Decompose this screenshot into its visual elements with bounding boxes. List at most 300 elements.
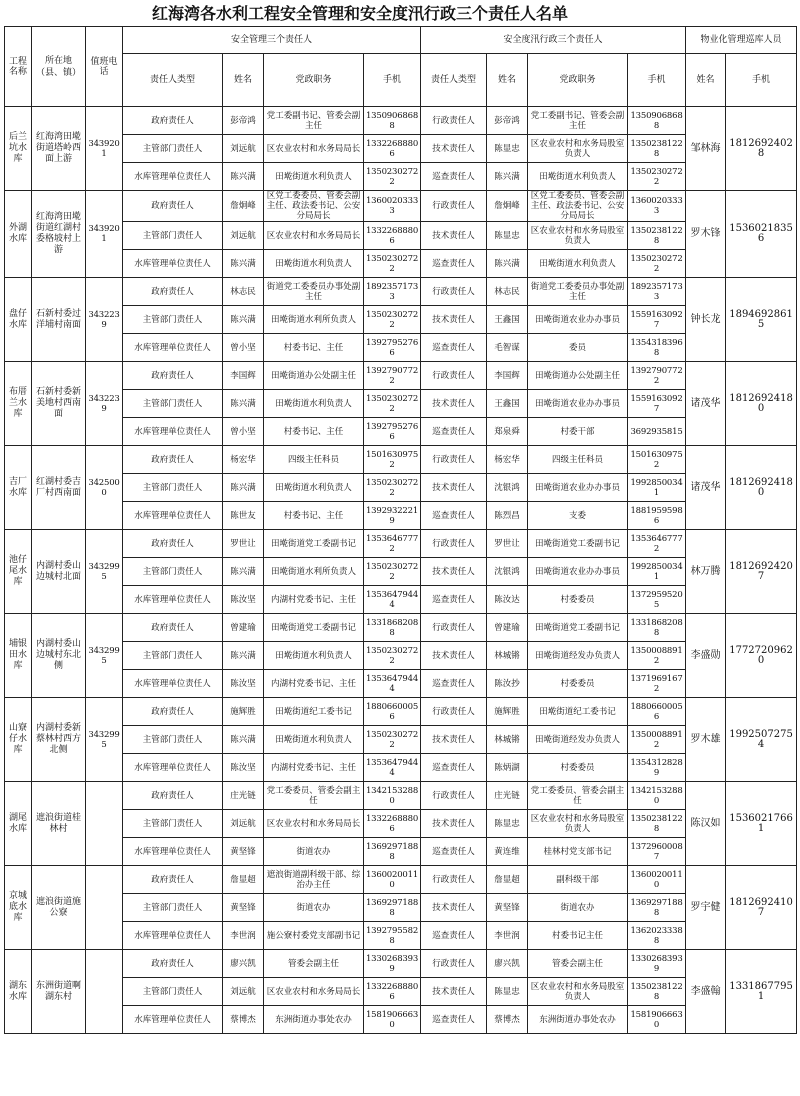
safety-mobile: 13927955828 [364, 922, 421, 950]
flood-resp-type: 行政责任人 [421, 950, 487, 978]
header-duty-phone: 值班电话 [86, 27, 123, 107]
safety-post: 田墘街道党工委副书记 [264, 530, 364, 558]
duty-phone: 3432239 [86, 278, 123, 362]
flood-post: 街道农办 [528, 894, 628, 922]
safety-name: 李国辉 [223, 362, 264, 390]
safety-resp-type: 水库管理单位责任人 [123, 163, 223, 191]
flood-post: 田墘街道水利负责人 [528, 163, 628, 191]
flood-resp-type: 巡查责任人 [421, 838, 487, 866]
flood-mobile: 13729600087 [628, 838, 686, 866]
project-location: 红海湾田墘街道塔岭西面上游 [32, 107, 86, 191]
flood-mobile: 13719691672 [628, 670, 686, 698]
flood-mobile: 13500088912 [628, 726, 686, 754]
project-name: 布厝兰水库 [5, 362, 32, 446]
safety-resp-type: 水库管理单位责任人 [123, 250, 223, 278]
safety-resp-type: 政府责任人 [123, 191, 223, 222]
flood-post: 村委委员 [528, 670, 628, 698]
safety-post: 党工委副书记、管委会副主任 [264, 107, 364, 135]
flood-mobile: 13620233388 [628, 922, 686, 950]
table-row [5, 530, 797, 558]
header-flood-admin: 安全度汛行政三个责任人 [421, 27, 686, 54]
flood-post: 田墘街道办公处副主任 [528, 362, 628, 390]
safety-post: 村委书记、主任 [264, 418, 364, 446]
flood-mobile: 13543183968 [628, 334, 686, 362]
duty-phone [86, 866, 123, 950]
flood-post: 支委 [528, 502, 628, 530]
flood-name: 陈炳湖 [487, 754, 528, 782]
flood-mobile: 13600200110 [628, 866, 686, 894]
flood-mobile: 13502381228 [628, 135, 686, 163]
table-row [5, 135, 797, 163]
safety-resp-type: 政府责任人 [123, 866, 223, 894]
safety-mobile: 13318682088 [364, 614, 421, 642]
flood-name: 詹显超 [487, 866, 528, 894]
project-location: 内湖村委山边城村东北侧 [32, 614, 86, 698]
flood-post: 党工委委员、管委会副主任 [528, 782, 628, 810]
flood-post: 田墘街道农业办办事员 [528, 390, 628, 418]
flood-name: 陈显忠 [487, 222, 528, 250]
flood-mobile: 13318682088 [628, 614, 686, 642]
table-row [5, 782, 797, 810]
caretaker-mobile: 18126924028 [726, 107, 797, 191]
safety-mobile: 13502302722 [364, 390, 421, 418]
safety-name: 詹炯峰 [223, 191, 264, 222]
header-f-type: 责任人类型 [421, 54, 487, 107]
flood-resp-type: 行政责任人 [421, 698, 487, 726]
flood-mobile: 13502302722 [628, 250, 686, 278]
project-location: 红海湾田墘街道红湖村委格坡村上游 [32, 191, 86, 278]
safety-mobile: 13502302722 [364, 306, 421, 334]
project-name: 埔银田水库 [5, 614, 32, 698]
safety-mobile: 13692971888 [364, 838, 421, 866]
safety-post: 内湖村党委书记、主任 [264, 586, 364, 614]
table-row [5, 474, 797, 502]
safety-post: 田墘街道水利负责人 [264, 390, 364, 418]
duty-phone: 3425000 [86, 446, 123, 530]
safety-name: 施辉胜 [223, 698, 264, 726]
safety-post: 内湖村党委书记、主任 [264, 670, 364, 698]
safety-name: 罗世让 [223, 530, 264, 558]
header-project-name: 工程名称 [5, 27, 32, 107]
safety-post: 区农业农村和水务局局长 [264, 978, 364, 1006]
safety-name: 陈兴满 [223, 642, 264, 670]
safety-mobile: 13600203333 [364, 191, 421, 222]
flood-mobile: 13302683939 [628, 950, 686, 978]
header-c-mobile: 手机 [726, 54, 797, 107]
table-row [5, 614, 797, 642]
safety-resp-type: 政府责任人 [123, 698, 223, 726]
caretaker-name: 诸茂华 [686, 362, 726, 446]
flood-name: 陈兴满 [487, 250, 528, 278]
flood-name: 林志民 [487, 278, 528, 306]
flood-mobile: 13729595205 [628, 586, 686, 614]
safety-name: 陈世友 [223, 502, 264, 530]
flood-name: 曾建瑜 [487, 614, 528, 642]
safety-post: 党工委委员、管委会副主任 [264, 782, 364, 810]
flood-resp-type: 技术责任人 [421, 558, 487, 586]
flood-mobile: 13600203333 [628, 191, 686, 222]
table-row [5, 334, 797, 362]
safety-resp-type: 水库管理单位责任人 [123, 502, 223, 530]
flood-resp-type: 行政责任人 [421, 362, 487, 390]
flood-resp-type: 技术责任人 [421, 474, 487, 502]
table-row [5, 163, 797, 191]
header-safety-mgmt: 安全管理三个责任人 [123, 27, 421, 54]
safety-mobile: 13536479444 [364, 754, 421, 782]
document-title-text: 红海湾各水利工程安全管理和安全度汛行政三个责任人名单 [151, 4, 568, 23]
safety-name: 詹显超 [223, 866, 264, 894]
flood-mobile: 13502381228 [628, 222, 686, 250]
project-location: 东洲街道啊湖东村 [32, 950, 86, 1034]
caretaker-name: 诸茂华 [686, 446, 726, 530]
flood-name: 罗世让 [487, 530, 528, 558]
flood-mobile: 18923571733 [628, 278, 686, 306]
header-s-type: 责任人类型 [123, 54, 223, 107]
safety-name: 曾小坚 [223, 334, 264, 362]
duty-phone: 3432239 [86, 362, 123, 446]
flood-resp-type: 技术责任人 [421, 306, 487, 334]
safety-mobile: 18806600056 [364, 698, 421, 726]
table-row [5, 306, 797, 334]
project-location: 石新村委过洋埔村南面 [32, 278, 86, 362]
safety-resp-type: 水库管理单位责任人 [123, 586, 223, 614]
safety-mobile: 13421532880 [364, 782, 421, 810]
safety-post: 管委会副主任 [264, 950, 364, 978]
responsibility-table [4, 26, 797, 1034]
table-row [5, 278, 797, 306]
safety-name: 李世润 [223, 922, 264, 950]
safety-resp-type: 主管部门责任人 [123, 474, 223, 502]
safety-resp-type: 主管部门责任人 [123, 894, 223, 922]
safety-resp-type: 主管部门责任人 [123, 135, 223, 163]
flood-post: 田墘街道经发办负责人 [528, 726, 628, 754]
flood-name: 郑泉舜 [487, 418, 528, 446]
flood-mobile: 13502302722 [628, 163, 686, 191]
caretaker-mobile: 19925072754 [726, 698, 797, 782]
flood-resp-type: 技术责任人 [421, 894, 487, 922]
flood-name: 李世润 [487, 922, 528, 950]
duty-phone [86, 782, 123, 866]
safety-resp-type: 政府责任人 [123, 107, 223, 135]
safety-post: 田墘街道水利负责人 [264, 250, 364, 278]
flood-name: 王鑫国 [487, 390, 528, 418]
table-row [5, 922, 797, 950]
flood-name: 陈显忠 [487, 810, 528, 838]
table-row [5, 810, 797, 838]
safety-post: 施公寮村委党支部副书记 [264, 922, 364, 950]
table-row [5, 222, 797, 250]
flood-post: 副科级干部 [528, 866, 628, 894]
flood-name: 陈汝抄 [487, 670, 528, 698]
flood-name: 杨宏华 [487, 446, 528, 474]
flood-name: 蔡博杰 [487, 1006, 528, 1034]
flood-resp-type: 巡查责任人 [421, 670, 487, 698]
flood-resp-type: 行政责任人 [421, 866, 487, 894]
safety-name: 陈汝坚 [223, 586, 264, 614]
safety-name: 廖兴凯 [223, 950, 264, 978]
project-location: 内湖村委山边城村北面 [32, 530, 86, 614]
safety-mobile: 13692971888 [364, 894, 421, 922]
safety-post: 街道农办 [264, 894, 364, 922]
flood-resp-type: 行政责任人 [421, 530, 487, 558]
safety-name: 黄坚锋 [223, 838, 264, 866]
safety-name: 曾建瑜 [223, 614, 264, 642]
flood-name: 廖兴凯 [487, 950, 528, 978]
header-s-name: 姓名 [223, 54, 264, 107]
flood-post: 田墘街道农业办办事员 [528, 474, 628, 502]
project-location: 红湖村委吉厂村西南面 [32, 446, 86, 530]
flood-resp-type: 技术责任人 [421, 726, 487, 754]
flood-name: 沈银鸿 [487, 558, 528, 586]
header-f-name: 姓名 [487, 54, 528, 107]
project-location: 遮浪街道桂林村 [32, 782, 86, 866]
flood-mobile: 15591630927 [628, 306, 686, 334]
project-name: 吉厂水库 [5, 446, 32, 530]
flood-resp-type: 技术责任人 [421, 642, 487, 670]
safety-post: 田墘街道办公处副主任 [264, 362, 364, 390]
safety-name: 刘远航 [223, 810, 264, 838]
table-row [5, 502, 797, 530]
safety-name: 陈汝坚 [223, 670, 264, 698]
flood-mobile: 18806600056 [628, 698, 686, 726]
flood-post: 区农业农村和水务局股室负责人 [528, 810, 628, 838]
flood-post: 区农业农村和水务局股室负责人 [528, 222, 628, 250]
flood-mobile: 13502381228 [628, 810, 686, 838]
flood-name: 黄连维 [487, 838, 528, 866]
flood-post: 委员 [528, 334, 628, 362]
safety-name: 陈汝坚 [223, 754, 264, 782]
flood-post: 村委委员 [528, 754, 628, 782]
flood-mobile: 13502381228 [628, 978, 686, 1006]
caretaker-mobile: 17727209620 [726, 614, 797, 698]
safety-mobile: 13927907722 [364, 362, 421, 390]
safety-post: 遮浪街道副科级干部、综治办主任 [264, 866, 364, 894]
flood-post: 区农业农村和水务局股室负责人 [528, 978, 628, 1006]
header-s-mobile: 手机 [364, 54, 421, 107]
duty-phone: 3432995 [86, 698, 123, 782]
flood-name: 林城锵 [487, 642, 528, 670]
safety-name: 刘远航 [223, 222, 264, 250]
flood-resp-type: 巡查责任人 [421, 754, 487, 782]
safety-name: 刘远航 [223, 135, 264, 163]
safety-mobile: 13536479444 [364, 586, 421, 614]
safety-mobile: 13502302722 [364, 474, 421, 502]
safety-post: 街道党工委委员办事处副主任 [264, 278, 364, 306]
safety-post: 区农业农村和水务局局长 [264, 222, 364, 250]
safety-post: 区农业农村和水务局局长 [264, 810, 364, 838]
flood-name: 彭帝鸿 [487, 107, 528, 135]
table-row [5, 390, 797, 418]
safety-post: 田墘街道水利负责人 [264, 726, 364, 754]
safety-mobile: 18923571733 [364, 278, 421, 306]
safety-mobile: 13502302722 [364, 726, 421, 754]
safety-resp-type: 水库管理单位责任人 [123, 418, 223, 446]
safety-mobile: 15016309752 [364, 446, 421, 474]
safety-post: 田墘街道纪工委书记 [264, 698, 364, 726]
table-row [5, 250, 797, 278]
project-location: 遮浪街道施公寮 [32, 866, 86, 950]
flood-post: 田墘街道纪工委书记 [528, 698, 628, 726]
safety-mobile: 13322688806 [364, 810, 421, 838]
safety-resp-type: 主管部门责任人 [123, 642, 223, 670]
table-row [5, 418, 797, 446]
caretaker-name: 钟长龙 [686, 278, 726, 362]
safety-name: 陈兴满 [223, 726, 264, 754]
caretaker-name: 罗宇健 [686, 866, 726, 950]
flood-resp-type: 巡查责任人 [421, 1006, 487, 1034]
project-name: 后兰坑水库 [5, 107, 32, 191]
flood-post: 管委会副主任 [528, 950, 628, 978]
header-f-post: 党政职务 [528, 54, 628, 107]
table-row [5, 950, 797, 978]
header-location: 所在地 （县、镇） [32, 27, 86, 107]
caretaker-mobile: 15360218356 [726, 191, 797, 278]
flood-post: 桂林村党支部书记 [528, 838, 628, 866]
flood-post: 村委干部 [528, 418, 628, 446]
table-row [5, 1006, 797, 1034]
safety-mobile: 13322688806 [364, 135, 421, 163]
flood-resp-type: 巡查责任人 [421, 502, 487, 530]
safety-resp-type: 主管部门责任人 [123, 222, 223, 250]
project-name: 池仔尾水库 [5, 530, 32, 614]
project-name: 外湖水库 [5, 191, 32, 278]
flood-mobile: 15591630927 [628, 390, 686, 418]
flood-resp-type: 巡查责任人 [421, 922, 487, 950]
header-s-post: 党政职务 [264, 54, 364, 107]
caretaker-name: 罗木锋 [686, 191, 726, 278]
flood-resp-type: 巡查责任人 [421, 334, 487, 362]
flood-resp-type: 行政责任人 [421, 191, 487, 222]
flood-mobile: 13536467772 [628, 530, 686, 558]
flood-name: 詹炯峰 [487, 191, 528, 222]
safety-resp-type: 主管部门责任人 [123, 726, 223, 754]
caretaker-mobile: 18126924180 [726, 362, 797, 446]
safety-name: 陈兴满 [223, 390, 264, 418]
caretaker-name: 李盛勋 [686, 614, 726, 698]
caretaker-mobile: 13318677951 [726, 950, 797, 1034]
flood-name: 李国辉 [487, 362, 528, 390]
flood-name: 施辉胜 [487, 698, 528, 726]
project-name: 京城底水库 [5, 866, 32, 950]
flood-resp-type: 行政责任人 [421, 278, 487, 306]
safety-post: 田墘街道水利负责人 [264, 642, 364, 670]
header-c-name: 姓名 [686, 54, 726, 107]
flood-post: 田墘街道党工委副书记 [528, 530, 628, 558]
safety-name: 蔡博杰 [223, 1006, 264, 1034]
safety-resp-type: 政府责任人 [123, 782, 223, 810]
flood-mobile: 13500088912 [628, 642, 686, 670]
table-row [5, 698, 797, 726]
flood-resp-type: 行政责任人 [421, 446, 487, 474]
safety-name: 林志民 [223, 278, 264, 306]
safety-name: 陈兴满 [223, 250, 264, 278]
project-name: 湖尾水库 [5, 782, 32, 866]
safety-name: 陈兴满 [223, 474, 264, 502]
flood-mobile: 13509068688 [628, 107, 686, 135]
duty-phone: 3432995 [86, 530, 123, 614]
project-location: 内湖村委新蔡林村西方北侧 [32, 698, 86, 782]
safety-mobile: 13509068688 [364, 107, 421, 135]
safety-mobile: 13502302722 [364, 163, 421, 191]
table-row [5, 838, 797, 866]
table-row [5, 866, 797, 894]
flood-post: 党工委副书记、管委会副主任 [528, 107, 628, 135]
flood-resp-type: 巡查责任人 [421, 418, 487, 446]
safety-mobile: 13302683939 [364, 950, 421, 978]
safety-name: 彭帝鸿 [223, 107, 264, 135]
duty-phone: 3439201 [86, 107, 123, 191]
flood-mobile: 19928500341 [628, 558, 686, 586]
flood-post: 村委书记主任 [528, 922, 628, 950]
safety-mobile: 13536479444 [364, 670, 421, 698]
header-property: 物业化管理巡库人员 [686, 27, 797, 54]
document-title [0, 2, 800, 26]
flood-name: 陈兴满 [487, 163, 528, 191]
safety-mobile: 13927952766 [364, 334, 421, 362]
project-name: 盘仔水库 [5, 278, 32, 362]
flood-mobile: 13692971888 [628, 894, 686, 922]
safety-mobile: 13502302722 [364, 250, 421, 278]
flood-resp-type: 技术责任人 [421, 222, 487, 250]
flood-mobile: 19928500341 [628, 474, 686, 502]
safety-resp-type: 政府责任人 [123, 278, 223, 306]
safety-name: 陈兴满 [223, 163, 264, 191]
flood-post: 东洲街道办事处农办 [528, 1006, 628, 1034]
flood-name: 毛智谋 [487, 334, 528, 362]
safety-resp-type: 水库管理单位责任人 [123, 754, 223, 782]
safety-post: 东洲街道办事处农办 [264, 1006, 364, 1034]
project-name: 山寮仔水库 [5, 698, 32, 782]
flood-name: 庄光链 [487, 782, 528, 810]
safety-resp-type: 政府责任人 [123, 530, 223, 558]
table-row [5, 754, 797, 782]
safety-mobile: 13502302722 [364, 558, 421, 586]
safety-post: 区农业农村和水务局局长 [264, 135, 364, 163]
safety-mobile: 13929322219 [364, 502, 421, 530]
safety-mobile: 13600200110 [364, 866, 421, 894]
flood-mobile: 3692935815 [628, 418, 686, 446]
flood-resp-type: 技术责任人 [421, 135, 487, 163]
duty-phone [86, 950, 123, 1034]
safety-post: 四级主任科员 [264, 446, 364, 474]
safety-post: 田墘街道水利负责人 [264, 474, 364, 502]
safety-name: 陈兴满 [223, 558, 264, 586]
safety-resp-type: 政府责任人 [123, 362, 223, 390]
table-row [5, 726, 797, 754]
flood-post: 田墘街道经发办负责人 [528, 642, 628, 670]
flood-resp-type: 巡查责任人 [421, 250, 487, 278]
safety-name: 黄坚锋 [223, 894, 264, 922]
safety-name: 杨宏华 [223, 446, 264, 474]
caretaker-mobile: 18126924207 [726, 530, 797, 614]
caretaker-mobile: 15360217661 [726, 782, 797, 866]
flood-post: 田墘街道水利负责人 [528, 250, 628, 278]
safety-mobile: 13536467772 [364, 530, 421, 558]
flood-mobile: 13421532880 [628, 782, 686, 810]
safety-post: 田墘街道党工委副书记 [264, 614, 364, 642]
caretaker-name: 罗木雄 [686, 698, 726, 782]
flood-post: 田墘街道农业办办事员 [528, 306, 628, 334]
flood-post: 街道党工委委员办事处副主任 [528, 278, 628, 306]
caretaker-name: 李盛翰 [686, 950, 726, 1034]
header-row-columns [5, 54, 797, 107]
safety-post: 田墘街道水利所负责人 [264, 306, 364, 334]
safety-post: 内湖村党委书记、主任 [264, 754, 364, 782]
flood-post: 四级主任科员 [528, 446, 628, 474]
caretaker-name: 邹林海 [686, 107, 726, 191]
flood-mobile: 18819595986 [628, 502, 686, 530]
flood-mobile: 13543128289 [628, 754, 686, 782]
